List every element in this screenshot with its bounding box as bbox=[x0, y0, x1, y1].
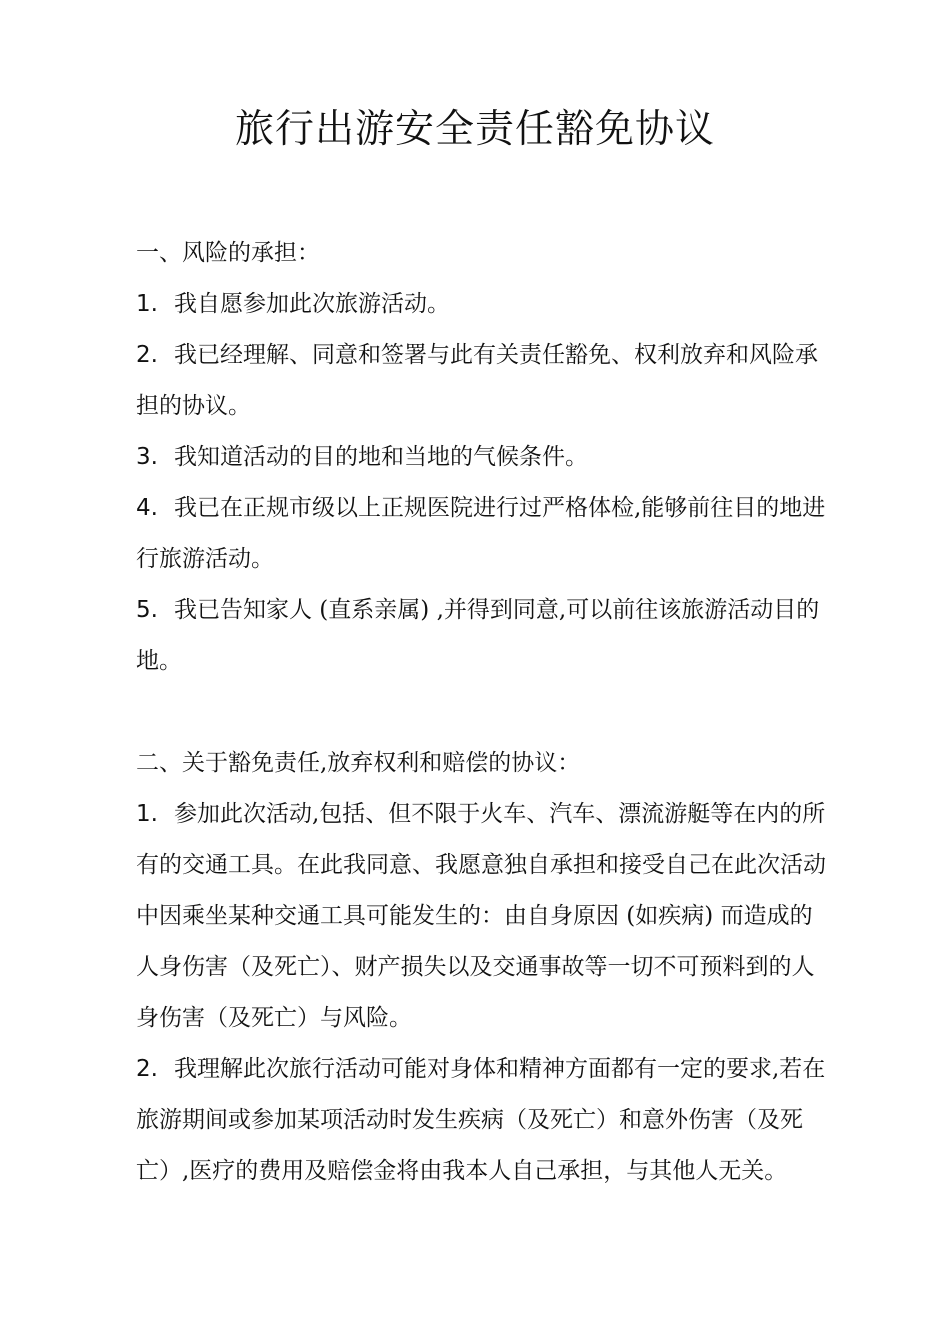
item-number: 4. bbox=[136, 495, 158, 521]
item-text: 我自愿参加此次旅游活动。 bbox=[174, 291, 450, 317]
document-title: 旅行出游安全责任豁免协议 bbox=[234, 107, 715, 152]
item-number: 5. bbox=[136, 597, 158, 623]
item-number: 1. bbox=[136, 291, 158, 317]
item-number: 1. bbox=[136, 801, 158, 827]
item-number: 3. bbox=[136, 444, 158, 470]
item-text: 参加此次活动,包括、但不限于火车、汽车、漂流游艇等在内的所有的交通工具。在此我同意、我愿意独自承担和接受自己在此次活动中因乘坐某种交通工具可能发生的：由自身原因 (如疾病) 而造成的人身伤害（及死亡）、财产损失以及交通事故等一切不可预料到的人身伤害（及死亡）与风险。 bbox=[136, 801, 826, 1031]
item-text: 我已经理解、同意和签署与此有关责任豁免、权利放弃和风险承担的协议。 bbox=[136, 342, 818, 419]
item-text: 我已在正规市级以上正规医院进行过严格体检,能够前往目的地进行旅游活动。 bbox=[136, 495, 826, 572]
item-number: 2. bbox=[136, 1056, 158, 1082]
section-heading-waiver: 二、关于豁免责任,放弃权利和赔偿的协议： bbox=[136, 750, 581, 776]
list-item bbox=[136, 789, 826, 1044]
section-spacer bbox=[136, 687, 826, 738]
list-item bbox=[136, 279, 826, 330]
list-item bbox=[136, 1044, 826, 1197]
document-body bbox=[136, 228, 826, 1197]
list-item bbox=[136, 432, 826, 483]
item-text: 我知道活动的目的地和当地的气候条件。 bbox=[174, 444, 588, 470]
item-text: 我已告知家人 (直系亲属) ,并得到同意,可以前往该旅游活动目的地。 bbox=[136, 597, 820, 674]
item-number: 2. bbox=[136, 342, 158, 368]
list-item bbox=[136, 330, 826, 432]
list-item bbox=[136, 483, 826, 585]
section-heading-risk: 一、风险的承担： bbox=[136, 240, 320, 266]
item-text: 我理解此次旅行活动可能对身体和精神方面都有一定的要求,若在旅游期间或参加某项活动时发生疾病（及死亡）和意外伤害（及死亡）,医疗的费用及赔偿金将由我本人自己承担，与其他人无关。 bbox=[136, 1056, 826, 1184]
list-item bbox=[136, 585, 826, 687]
